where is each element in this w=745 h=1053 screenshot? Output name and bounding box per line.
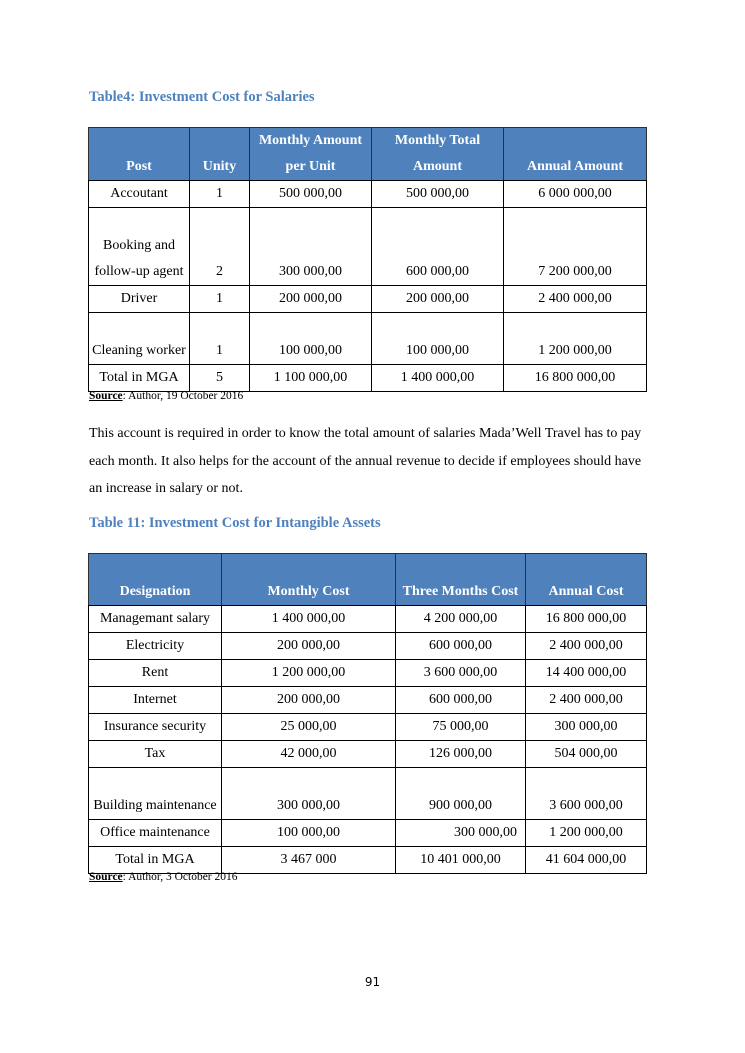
column-header: Monthly Amount per Unit xyxy=(250,128,372,181)
table-cell: 5 xyxy=(190,365,250,392)
table-cell: 500 000,00 xyxy=(250,181,372,208)
table-cell: 126 000,00 xyxy=(396,741,526,768)
table-cell: Driver xyxy=(89,286,190,313)
table-cell: 100 000,00 xyxy=(222,820,396,847)
table-cell: 6 000 000,00 xyxy=(504,181,647,208)
table-cell: 1 400 000,00 xyxy=(372,365,504,392)
table-header-row xyxy=(89,554,647,606)
table-row xyxy=(89,741,647,768)
body-paragraph: This account is required in order to know the total amount of salaries Mada’Well Travel has to pay each month. It also helps for the account of the annual revenue to decide if employees should have an increase in salary or not. xyxy=(89,426,642,496)
table-source-note xyxy=(89,390,243,402)
column-header: Annual Cost xyxy=(526,554,647,606)
table-cell: 14 400 000,00 xyxy=(526,660,647,687)
table-cell: Rent xyxy=(89,660,222,687)
table-row xyxy=(89,687,647,714)
table-cell: Tax xyxy=(89,741,222,768)
table-row-total xyxy=(89,847,647,874)
table-cell: 2 400 000,00 xyxy=(504,286,647,313)
table-cell: 900 000,00 xyxy=(396,768,526,820)
table-cell: 100 000,00 xyxy=(250,313,372,365)
table-row xyxy=(89,208,647,286)
table-cell: Office maintenance xyxy=(89,820,222,847)
table-cell: 10 401 000,00 xyxy=(396,847,526,874)
column-header: Designation xyxy=(89,554,222,606)
table-cell: 200 000,00 xyxy=(222,687,396,714)
page-number: 91 xyxy=(364,975,381,989)
table-cell: 300 000,00 xyxy=(396,820,526,847)
source-label: Source xyxy=(89,390,123,402)
column-header: Monthly Cost xyxy=(222,554,396,606)
table-cell: 100 000,00 xyxy=(372,313,504,365)
table-cell: Total in MGA xyxy=(89,365,190,392)
table-cell: 1 400 000,00 xyxy=(222,606,396,633)
table-header-row xyxy=(89,128,647,181)
table-row xyxy=(89,606,647,633)
table-cell: Internet xyxy=(89,687,222,714)
salaries-table xyxy=(88,127,647,392)
table-cell: 1 xyxy=(190,313,250,365)
table-cell: 3 600 000,00 xyxy=(526,768,647,820)
table-cell: 42 000,00 xyxy=(222,741,396,768)
table-cell: Cleaning worker xyxy=(89,313,190,365)
table-cell: 500 000,00 xyxy=(372,181,504,208)
table-cell: 600 000,00 xyxy=(396,687,526,714)
table-row xyxy=(89,633,647,660)
source-text: : Author, 19 October 2016 xyxy=(122,390,244,402)
table-cell: 300 000,00 xyxy=(250,208,372,286)
table-cell: 200 000,00 xyxy=(250,286,372,313)
table-cell: 75 000,00 xyxy=(396,714,526,741)
table-caption-salaries: Table4: Investment Cost for Salaries xyxy=(89,89,315,105)
table-row-total xyxy=(89,365,647,392)
table-cell: 1 xyxy=(190,181,250,208)
table-cell: Total in MGA xyxy=(89,847,222,874)
column-header: Monthly Total Amount xyxy=(372,128,504,181)
table-cell: 2 400 000,00 xyxy=(526,633,647,660)
table-row xyxy=(89,286,647,313)
table-cell: 16 800 000,00 xyxy=(504,365,647,392)
table-cell: 41 604 000,00 xyxy=(526,847,647,874)
table-cell: 2 xyxy=(190,208,250,286)
table-cell: 1 100 000,00 xyxy=(250,365,372,392)
table-cell: 200 000,00 xyxy=(222,633,396,660)
table-cell: Accoutant xyxy=(89,181,190,208)
column-header: Three Months Cost xyxy=(396,554,526,606)
column-header: Annual Amount xyxy=(504,128,647,181)
table-cell: 504 000,00 xyxy=(526,741,647,768)
source-label: Source xyxy=(89,871,123,883)
source-text: : Author, 3 October 2016 xyxy=(122,871,238,883)
table-cell: 1 200 000,00 xyxy=(504,313,647,365)
table-cell: 600 000,00 xyxy=(396,633,526,660)
column-header: Unity xyxy=(190,128,250,181)
table-row xyxy=(89,820,647,847)
table-cell: 600 000,00 xyxy=(372,208,504,286)
table-caption-intangible-assets: Table 11: Investment Cost for Intangible Assets xyxy=(89,515,381,531)
table-cell: Electricity xyxy=(89,633,222,660)
table-cell: 1 200 000,00 xyxy=(222,660,396,687)
table-cell: 25 000,00 xyxy=(222,714,396,741)
table-row xyxy=(89,313,647,365)
table-cell: Building maintenance xyxy=(89,768,222,820)
table-row xyxy=(89,660,647,687)
table-cell: 300 000,00 xyxy=(222,768,396,820)
table-cell: 200 000,00 xyxy=(372,286,504,313)
table-row xyxy=(89,768,647,820)
table-cell: 4 200 000,00 xyxy=(396,606,526,633)
intangible-assets-table xyxy=(88,553,647,874)
table-cell: 7 200 000,00 xyxy=(504,208,647,286)
table-cell: 16 800 000,00 xyxy=(526,606,647,633)
table-cell: Insurance security xyxy=(89,714,222,741)
table-cell: 2 400 000,00 xyxy=(526,687,647,714)
column-header: Post xyxy=(89,128,190,181)
table-cell: 300 000,00 xyxy=(526,714,647,741)
table-source-note xyxy=(89,871,238,883)
table-cell: Booking and follow-up agent xyxy=(89,208,190,286)
table-row xyxy=(89,181,647,208)
table-cell: 1 xyxy=(190,286,250,313)
table-cell: 3 600 000,00 xyxy=(396,660,526,687)
table-cell: 1 200 000,00 xyxy=(526,820,647,847)
table-cell: Managemant salary xyxy=(89,606,222,633)
table-row xyxy=(89,714,647,741)
table-cell: 3 467 000 xyxy=(222,847,396,874)
